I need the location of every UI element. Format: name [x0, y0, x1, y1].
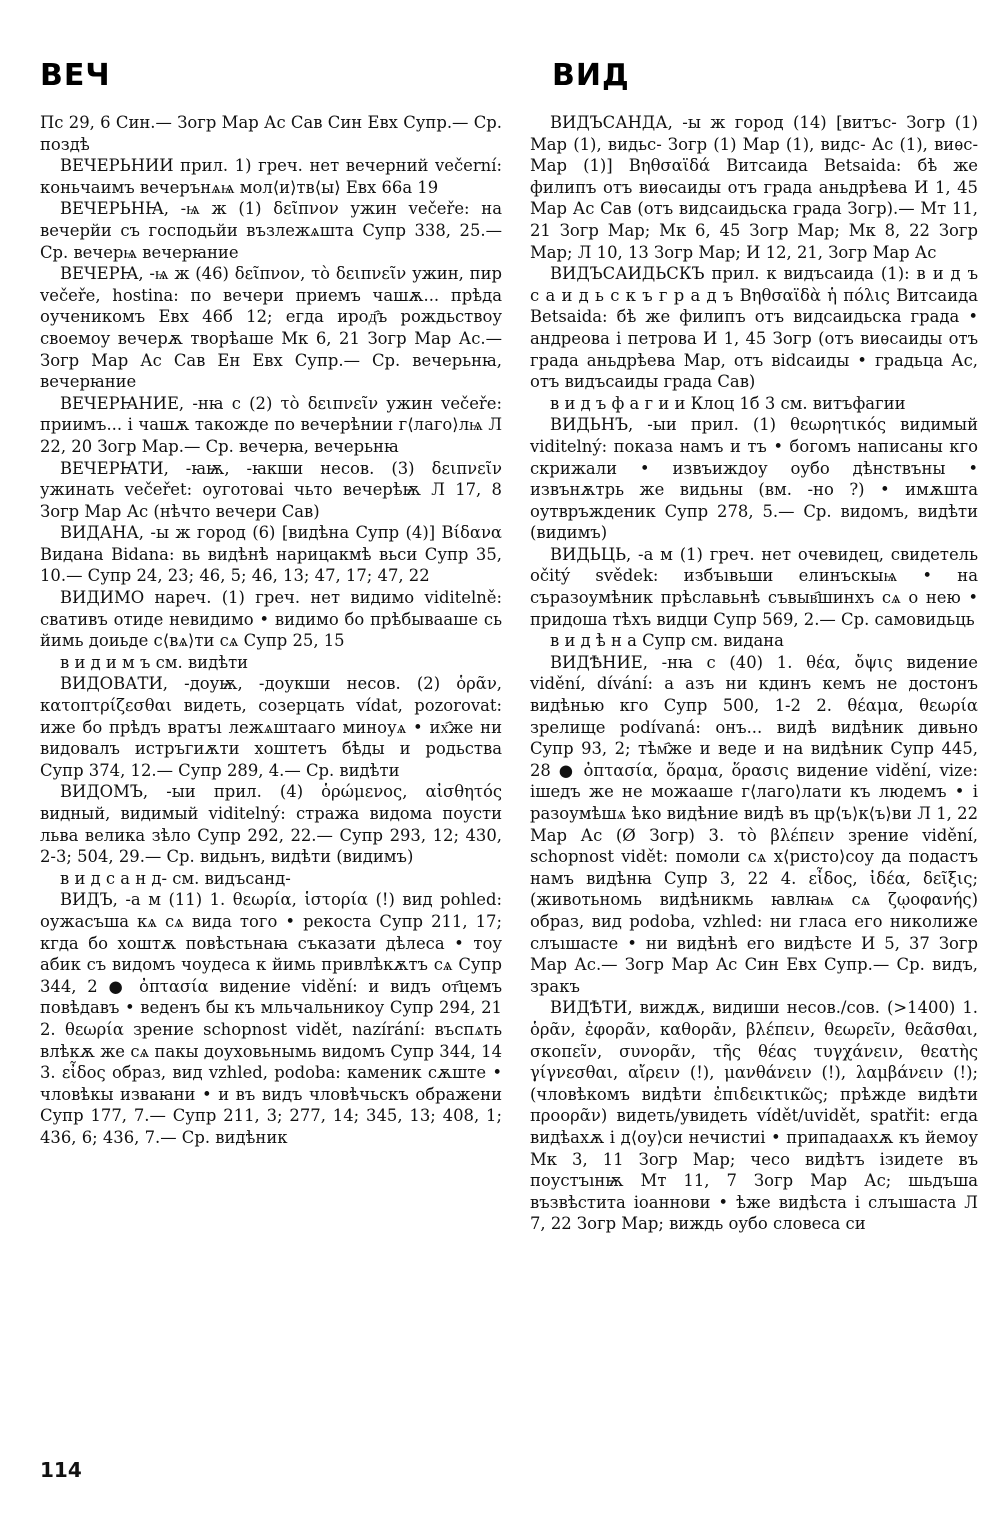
- dictionary-entry: Пс 29, 6 Син.— Зогр Мар Ас Сав Син Евх Супр.— Ср. поздѣ: [40, 113, 502, 154]
- dictionary-entry: ВЕЧЕРЬНИИ прил. 1) греч. нет вечерний večerní: коньчаимъ вечерънѧѩ мол⟨и⟩тв⟨ы⟩ Евх 66а 19: [40, 156, 502, 197]
- dictionary-entry: ВИДОВАТИ, -доуѭ, -доукши несов. (2) ὁρᾶν, κατοπτρίζεσθαι видеть, созерцать vídat, pozorovat: иже бо прѣдъ вратъı лежѧштааго миноуѧ • их҄же ни видовалъ истръгиѫти хоштетъ бѣды и родьства Супр 374, 12.— Супр 289, 4.— Ср. видѣти: [40, 674, 502, 780]
- dictionary-entry: ВИДЬЦЬ, -а м (1) греч. нет очевидец, свидетель očitý svědek: избъıвьши елинъскыѩ • на съразоумѣник прѣславьнѣ съвыв҄шинхъ сѧ о нею • придоша тѣхъ видци Супр 569, 2.— Ср. самовидьць: [530, 544, 978, 629]
- dictionary-entry: ВИДЪ, -а м (11) 1. θεωρία, ἱστορία (!) вид pohled: оужасъша кѧ сѧ вида того • рекоста Супр 211, 17; кгда бо хоштѫ повѣстьнаꙗ съказати дѣлеса • тоу абик съ видомъ чоудеса к йимь привлѣкѫтъ сѧ Супр 344, 2 ● ὀπτασία видение vidění: и видъ от҄цемъ повѣдавъ • веденъ бы къ мльчальникоу Супр 294, 21 2. θεωρία зрение schopnost vidět, nazírání: въспѧть влѣкѫ же сѧ пакы доуховьнымь видомъ Супр 344, 14 3. εἶδος образ, вид vzhled, podoba: каменик сѫште • чловѣкы изваꙗни • и въ видъ чловѣчьскъ ображени Супр 177, 7.— Супр 211, 3; 277, 14; 345, 13; 408, 1; 436, 6; 436, 7.— Ср. видѣник: [40, 890, 502, 1147]
- dictionary-entry: ВИДѢНИЕ, -нꙗ с (40) 1. θέα, ὄψις видение vidění, dívání: а азъ ни кдинъ кемъ не достонъ видѣнью кго Супр 500, 1-2 2. θέαμα, θεωρία зрелище podívaná: онъ... видѣ видѣник дивьно Супр 93, 2; тѣм҄же и веде и на видѣник Супр 445, 28 ● ὀπτασία, ὅραμα, ὅρασις видение vidění, vize: ішедъ же не можааше г⟨лаго⟩лати къ людемъ • і разоумѣшѧ ѣко видѣние видѣ въ цр⟨ъ⟩к⟨ъ⟩ви Л 1, 22 Мар Ас (Ø Зогр) 3. τὸ βλέπειν зрение vidění, schopnost vidět: помоли сѧ х⟨ристо⟩соу да подастъ намъ видѣнꙗ Супр 3, 22 4. εἶδος, ἰδέα, δεῖξις; (животьномь видѣникмь ꙗвлꙗѩ сѧ ζῳοφανής) образ, вид podoba, vzhled: ни гласа его николиже слъıшасте • ни видѣнѣ его видѣсте И 5, 37 Зогр Мар Ас.— Зогр Мар Ас Син Евх Супр.— Ср. видъ, зракъ: [530, 652, 978, 996]
- dictionary-entry: ВЕЧЕРꙖ, -ѩ ж (46) δεῖπνον, τὸ δειπνεῖν ужин, пир večeře, hostina: по вечери приемъ чашѫ... прѣда оученикомъ Евх 46б 12; егда ирод҄ъ рождьствоу своемоу вечерѫ творѣаше Мк 6, 21 Зогр Мар Ас.— Зогр Мар Ас Сав Ен Евх Супр.— Ср. вечерьнꙗ, вечерꙗние: [40, 264, 502, 392]
- cross-reference: в и д ѣ н а Супр см. видана: [550, 631, 784, 651]
- running-head-left: ВЕЧ: [40, 58, 111, 93]
- cross-reference: в и д ъ ф а г и и Клоц 1б 3 см. витъфагии: [550, 393, 906, 413]
- right-column: [530, 112, 978, 1235]
- dictionary-entry: ВЕЧЕРЬНꙖ, -ѩ ж (1) δεῖπνον ужин večeře: на вечерйи съ господьйи възлежѧшта Супр 338, 25.— Ср. вечерѩ вечерꙗние: [40, 199, 502, 262]
- dictionary-entry: ВИДАНА, -ы ж город (6) [видѣна Супр (4)] Βίδανα Видана Bidana: вь видѣнѣ нарицакмѣ вьси Супр 35, 10.— Супр 24, 23; 46, 5; 46, 13; 47, 17; 47, 22: [40, 523, 502, 586]
- dictionary-entry: ВИДѢТИ, виждѫ, видиши несов./сов. (>1400) 1. ὁρᾶν, ἐφορᾶν, καθορᾶν, βλέπειν, θεωρεῖν, θεᾶσθαι, σκοπεῖν, συνορᾶν, τῆς θέας τυγχάνειν, θεατὴς γίγνεσθαι, αἴρειν (!), μανθάνειν (!), λαμβάνειν (!); (чловѣкомъ видѣти ἐπιδεικτικῶς; прѣжде видѣти προορᾶν) видеть/увидеть vídět/uvidět, spatřit: егда видѣахѫ і д⟨оу⟩си нечистиі • припадаахѫ къ йемоу Мк 3, 11 Зогр Мар; чесо видѣтъ ізидете въ поустъıнѭ Мт 11, 7 Зогр Мар Ас; шьдъша възвѣстита іоаннови • ѣже видѣста і слъıшаста Л 7, 22 Зогр Мар; виждь оубо словеса си: [530, 998, 978, 1234]
- page-number: 114: [40, 1458, 82, 1482]
- dictionary-entry: ВИДЪСАИДЬСКЪ прил. к видъсаида (1): в и д ъ с а и д ь с к ъ г р а д ъ Βηθσαϊδὰ ἡ πόλις Витсаида Betsaida: бѣ же филипъ отъ видсаидьска града • андреова і петрова И 1, 45 Зогр (отъ виѳсаиды отъ града аньдрѣева Мар, отъ віdсаиды • градьца Ас, отъ видъсаиды града Сав): [530, 264, 978, 392]
- dictionary-entry: ВИДЪСАНДА, -ы ж город (14) [витъс- Зогр (1) Мар (1), видьс- Зогр (1) Мар (1), видс- Ас (1), виѳс- Мар (1)] Βηθσαϊδά Витсаида Betsaida: бѣ же филипъ отъ виѳсаиды отъ града аньдрѣева И 1, 45 Мар Ас Сав (отъ видсаидьска града Зогр).— Мт 11, 21 Зогр Мар; Мк 6, 45 Зогр Мар; Мк 8, 22 Зогр Мар; Л 10, 13 Зогр Мар; И 12, 21, Зогр Мар Ас: [530, 113, 978, 262]
- dictionary-entry: ВЕЧЕРꙖНИЕ, -нꙗ с (2) τὸ δειπνεῖν ужин večeře: приимъ... і чашѫ такожде по вечерѣнии г⟨лаго⟩лѩ Л 22, 20 Зогр Мар.— Ср. вечерꙗ, вечерьнꙗ: [40, 393, 502, 456]
- dictionary-entry: ВИДИМО нареч. (1) греч. нет видимо viditelně: свативъ отиде невидимо • видимо бо прѣбывааше сь йимь доиьде с⟨вѧ⟩ти сѧ Супр 25, 15: [40, 588, 502, 651]
- cross-reference: в и д с а н д- см. видъсанд-: [60, 868, 291, 888]
- dictionary-entry: ВЕЧЕРꙖТИ, -ꙗѭ, -ꙗкши несов. (3) δειπνεῖν ужинать večeřet: оуготоваі чьто вечерѣѭ Л 17, 8 Зогр Мар Ас (нѣчто вечери Сав): [40, 458, 502, 521]
- dictionary-entry: ВИДЬНЪ, -ыи прил. (1) θεωρητικός видимый viditelný: показа намъ и тъ • богомъ написаны кго скрижали • извъиждоу оубо дѣнствъны • извънѫтрь же видьны (вм. -но ?) • имѫшта оутвръжденик Супр 278, 5.— Ср. видомъ, видѣти (видимъ): [530, 415, 978, 543]
- running-head-right: ВИД: [552, 58, 630, 93]
- cross-reference: в и д и м ъ см. видѣти: [60, 652, 249, 672]
- left-column: [40, 112, 502, 1149]
- dictionary-entry: ВИДОМЪ, -ыи прил. (4) ὁρώμενος, αἰσθητός видный, видимый viditelný: стража видома поусти льва велика зѣло Супр 292, 22.— Супр 293, 12; 430, 2-3; 504, 29.— Ср. видьнъ, видѣти (видимъ): [40, 782, 502, 867]
